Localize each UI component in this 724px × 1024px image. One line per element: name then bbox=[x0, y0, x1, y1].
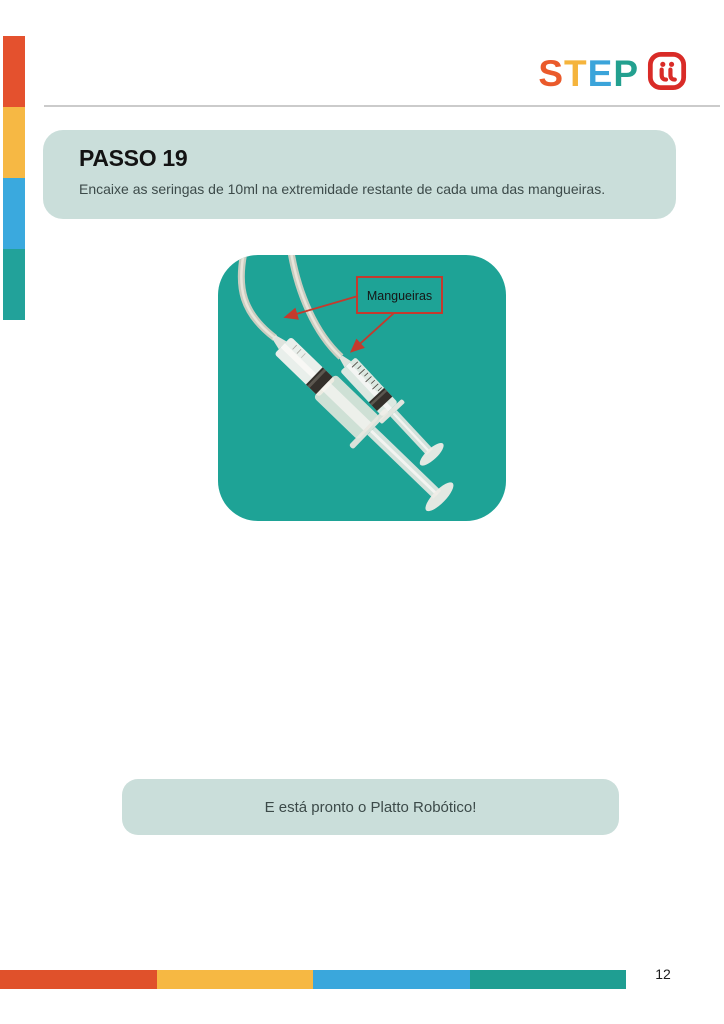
step-logo bbox=[538, 51, 687, 96]
step-face-icon bbox=[647, 51, 687, 96]
logo-letter-p: P bbox=[613, 53, 639, 94]
left-syringe bbox=[256, 318, 462, 520]
header-divider bbox=[44, 105, 720, 107]
figure-syringes bbox=[218, 255, 506, 521]
logo-letter-s: S bbox=[538, 53, 565, 94]
logo-letter-t: T bbox=[564, 53, 588, 94]
footer-segment-teal bbox=[470, 970, 627, 989]
logo-letter-e: E bbox=[587, 53, 614, 94]
left-accent-strip bbox=[3, 36, 25, 320]
footer-segment-yellow bbox=[157, 970, 314, 989]
step-logo-text bbox=[538, 55, 639, 92]
completion-card bbox=[122, 779, 619, 835]
accent-block-yellow bbox=[3, 107, 25, 178]
footer-segment-blue bbox=[313, 970, 470, 989]
footer-segment-red bbox=[0, 970, 157, 989]
step-title: PASSO 19 bbox=[79, 145, 188, 171]
step-description: Encaixe as seringas de 10ml na extremidade restante de cada uma das mangueiras. bbox=[79, 181, 606, 197]
footer-accent-bar bbox=[0, 970, 626, 989]
accent-block-red bbox=[3, 36, 25, 107]
accent-block-blue bbox=[3, 178, 25, 249]
annotation-label: Mangueiras bbox=[366, 289, 433, 303]
step-card bbox=[43, 130, 676, 219]
accent-block-teal bbox=[3, 249, 25, 320]
page-number: 12 bbox=[655, 966, 671, 982]
completion-text: E está pronto o Platto Robótico! bbox=[264, 798, 477, 816]
